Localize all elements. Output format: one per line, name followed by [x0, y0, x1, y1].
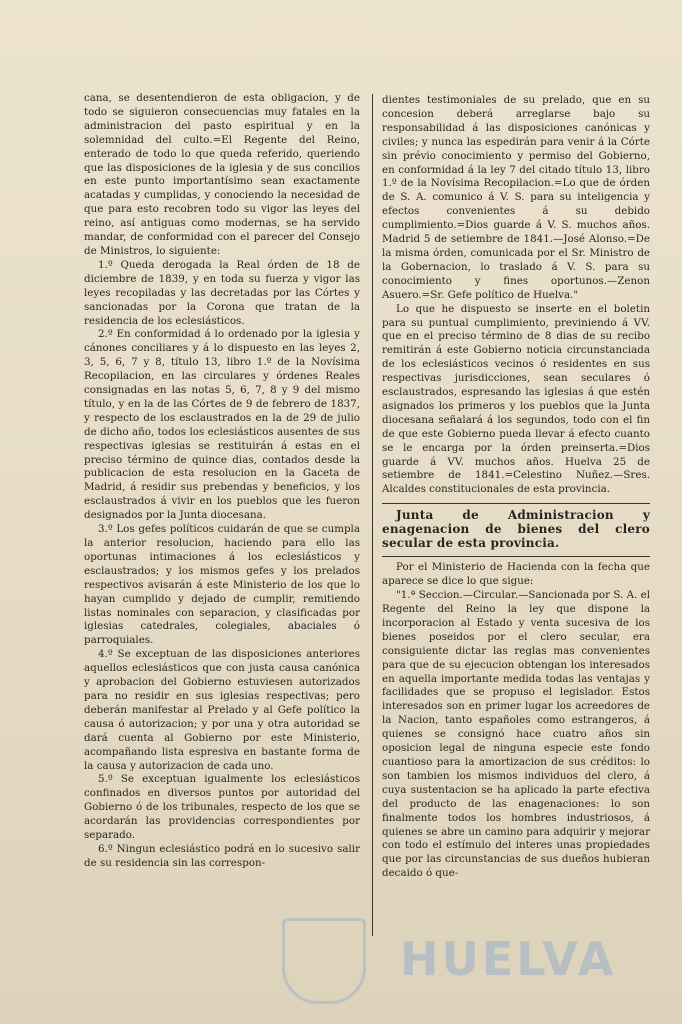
article-2: 2.º En conformidad á lo ordenado por la iglesia y cánones conciliares y á lo dispuesto en las leyes 2, 3, 5, 6, 7 y 8, título 13, libro 1.º de la Novísima Recopilacion, en las circulares y órdenes Reales consignadas en las notas 5, 6, 7, 8 y 9 del mismo título, y en la de las Córtes de 9 de febrero de 1837, y respecto de los esclaustrados en la de 29 de julio de dicho año, todos los eclesiásticos ausentes de sus respectivas iglesias se restituirán á estas en el preciso término de quince dias, contados desde la publicacion de esta resolucion en la Gaceta de Madrid, á residir sus prebendas y beneficios, y los esclaustrados á vivir en los pueblos que les fueron designados por la Junta diocesana.: [84, 328, 360, 522]
section-heading: Junta de Administracion y enagenacion de bienes del clero secular de esta provincia.: [382, 508, 650, 551]
right-column: [382, 94, 650, 881]
article-6: 6.º Ningun eclesiástico podrá en lo sucesivo salir de su residencia sin las correspon-: [84, 842, 360, 869]
paragraph: "1.ª Seccion.—Circular.—Sancionada por S. A. el Regente del Reino la ley que dispone la incorporacion al Estado y venta sucesiva de los bienes poseidos por el clero secular, era consiguiente dictar las reglas mas convenientes para que de su ejecucion obtengan los interesados en aquella importante medida todas las ventajas y facilidades que se propuso el legislador. Estos interesados son en primer lugar los acreedores de la Nacion, tanto españoles como estrangeros, á quienes se consignó hace cuatro años sin oposicion legal de ninguna especie este fondo cuantioso para la amortizacion de sus créditos: lo son tambien los mismos individuos del clero, á cuya sustentacion se ha aplicado la parte efectiva del producto de las enagenaciones: lo son finalmente todos los hombres industriosos, á quienes se abre un camino para adquirir y mejorar con todo el estímulo del interes unas propiedades que por las circunstancias de sus dueños hubieran decaido ó que-: [382, 589, 650, 880]
section-rule: [382, 503, 650, 504]
article-3: 3.º Los gefes políticos cuidarán de que se cumpla la anterior resolucion, haciendo para ello las oportunas intimaciones á los eclesiásticos y esclaustrados; y los mismos gefes y los prelados respectivos avisarán á este Ministerio de los que lo hayan cumplido y dejado de cumplir, remitiendo listas nominales con separacion, y clasificadas por iglesias catedrales, colegiales, abaciales ó parroquiales.: [84, 523, 360, 647]
article-5: 5.º Se exceptuan igualmente los eclesiásticos confinados en diversos puntos por autoridad del Gobierno ó de los tribunales, respecto de los que se acordarán las providencias correspondientes por separado.: [84, 773, 360, 842]
section-rule: [382, 556, 650, 557]
shield-icon: [282, 918, 366, 1004]
paragraph: Por el Ministerio de Hacienda con la fecha que aparece se dice lo que sigue:: [382, 561, 650, 588]
left-column: [84, 92, 360, 871]
paragraph: cana, se desentendieron de esta obligacion, y de todo se siguieron consecuencias muy fatales en la administracion del pasto espiritual y en la solemnidad del culto.=El Regente del Reino, enterado de todo lo que queda referido, queriendo que las disposiciones de la iglesia y de sus concilios en este punto importantísimo sean exactamente acatadas y cumplidas, y conociendo la necesidad de que para esto recobren todo su vigor las leyes del reino, así antiguas como modernas, se ha servido mandar, de conformidad con el parecer del Consejo de Ministros, lo siguiente:: [84, 92, 360, 257]
watermark: [282, 918, 662, 998]
article-1: 1.º Queda derogada la Real órden de 18 de diciembre de 1839, y en toda su fuerza y vigor las leyes recopiladas y las decretadas por las Córtes y sancionadas por la Corona que tratan de la residencia de los eclesiásticos.: [84, 258, 360, 327]
article-4: 4.º Se exceptuan de las disposiciones anteriores aquellos eclesiásticos que con justa causa canónica y aprobacion del Gobierno estuviesen autorizados para no residir en sus iglesias respectivas; pero deberán manifestar al Prelado y al Gefe político la causa ó autorizacion; y por una y otra autoridad se dará cuenta al Gobierno por este Ministerio, acompañando lista espresiva en bastante forma de la causa y autorizacion de cada uno.: [84, 648, 360, 772]
column-divider: [372, 94, 373, 936]
paragraph: dientes testimoniales de su prelado, que en su concesion deberá arreglarse bajo su responsabilidad á las disposiciones canónicas y civiles; y nunca las espedirán para venir á la Córte sin prévio conocimiento y permiso del Gobierno, en conformidad á la ley 7 del citado título 13, libro 1.º de la Novísima Recopilacion.=Lo que de órden de S. A. comunico á V. S. para su inteligencia y efectos convenientes á su debido cumplimiento.=Dios guarde á V. S. muchos años. Madrid 5 de setiembre de 1841.—José Alonso.=De la misma órden, comunicada por el Sr. Ministro de la Gobernacion, lo traslado á V. S. para su conocimiento y fines oportunos.—Zenon Asuero.=Sr. Gefe político de Huelva.": [382, 94, 650, 301]
paragraph: Lo que he dispuesto se inserte en el boletin para su puntual cumplimiento, previniendo á VV. que en el preciso término de 8 dias de su recibo remitirán á este Gobierno noticia circunstanciada de los eclesiásticos vecinos ó residentes en sus respectivas jurisdicciones, sean seculares ó esclaustrados, espresando las iglesias á que estén asignados los primeros y los pueblos que la Junta diocesana señalará á los segundos, todo con el fin de que este Gobierno pueda llevar á efecto cuanto se le encarga por la órden preinserta.=Dios guarde á VV. muchos años. Huelva 25 de setiembre de 1841.=Celestino Nuñez.—Sres. Alcaldes constitucionales de esta provincia.: [382, 302, 650, 496]
watermark-text: HUELVA: [400, 932, 617, 986]
